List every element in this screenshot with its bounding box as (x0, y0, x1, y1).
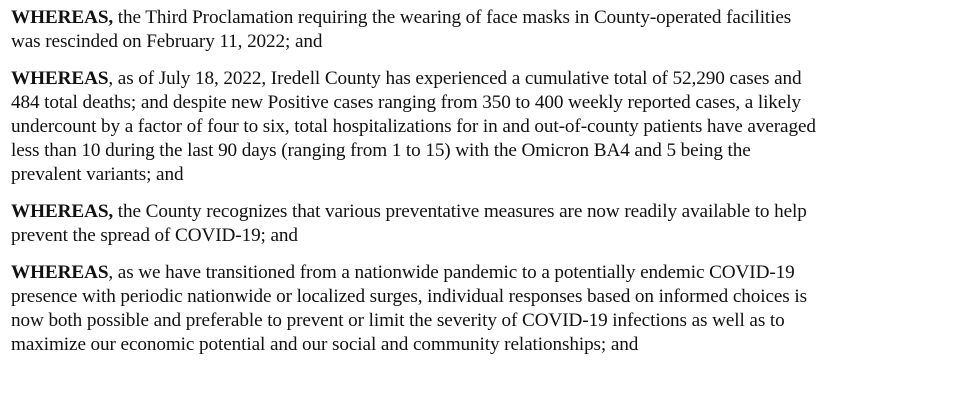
whereas-keyword: WHEREAS, (11, 7, 114, 28)
line-text: the Third Proclamation requiring the wearing of face masks in County-operated facilities (113, 7, 792, 28)
paragraph-line: less than 10 during the last 90 days (ranging from 1 to 15) with the Omicron BA4 and 5 being the (11, 140, 751, 161)
paragraph-line: prevent the spread of COVID-19; and (11, 225, 298, 246)
paragraph-line: 484 total deaths; and despite new Positive cases ranging from 350 to 400 weekly reported cases, a likely (11, 92, 801, 113)
paragraph-line (11, 261, 971, 285)
whereas-keyword: WHEREAS, (11, 201, 114, 222)
paragraph-line: prevalent variants; and (11, 164, 184, 185)
paragraph-line: maximize our economic potential and our social and community relationships; and (11, 334, 639, 355)
paragraph-line: presence with periodic nationwide or localized surges, individual responses based on informed choices is (11, 286, 807, 307)
whereas-paragraph-mask-rescinded (11, 6, 971, 54)
paragraph-line: undercount by a factor of four to six, total hospitalizations for in and out-of-county patients have averaged (11, 116, 816, 137)
whereas-paragraph-preventative-measures (11, 200, 971, 248)
whereas-paragraph-case-statistics (11, 67, 971, 187)
paragraph-line (11, 67, 971, 91)
line-text: the County recognizes that various preventative measures are now readily available to help (113, 201, 807, 222)
paragraph-line: was rescinded on February 11, 2022; and (11, 31, 323, 52)
paragraph-line (11, 200, 971, 224)
line-text: , as of July 18, 2022, Iredell County has experienced a cumulative total of 52,290 cases and (108, 68, 802, 89)
whereas-keyword: WHEREAS (11, 68, 109, 89)
line-text: , as we have transitioned from a nationwide pandemic to a potentially endemic COVID-19 (108, 262, 795, 283)
document-page (11, 6, 971, 370)
whereas-keyword: WHEREAS (11, 262, 109, 283)
paragraph-line (11, 6, 971, 30)
whereas-paragraph-endemic-transition (11, 261, 971, 357)
paragraph-line: now both possible and preferable to prevent or limit the severity of COVID-19 infections as well as to (11, 310, 785, 331)
